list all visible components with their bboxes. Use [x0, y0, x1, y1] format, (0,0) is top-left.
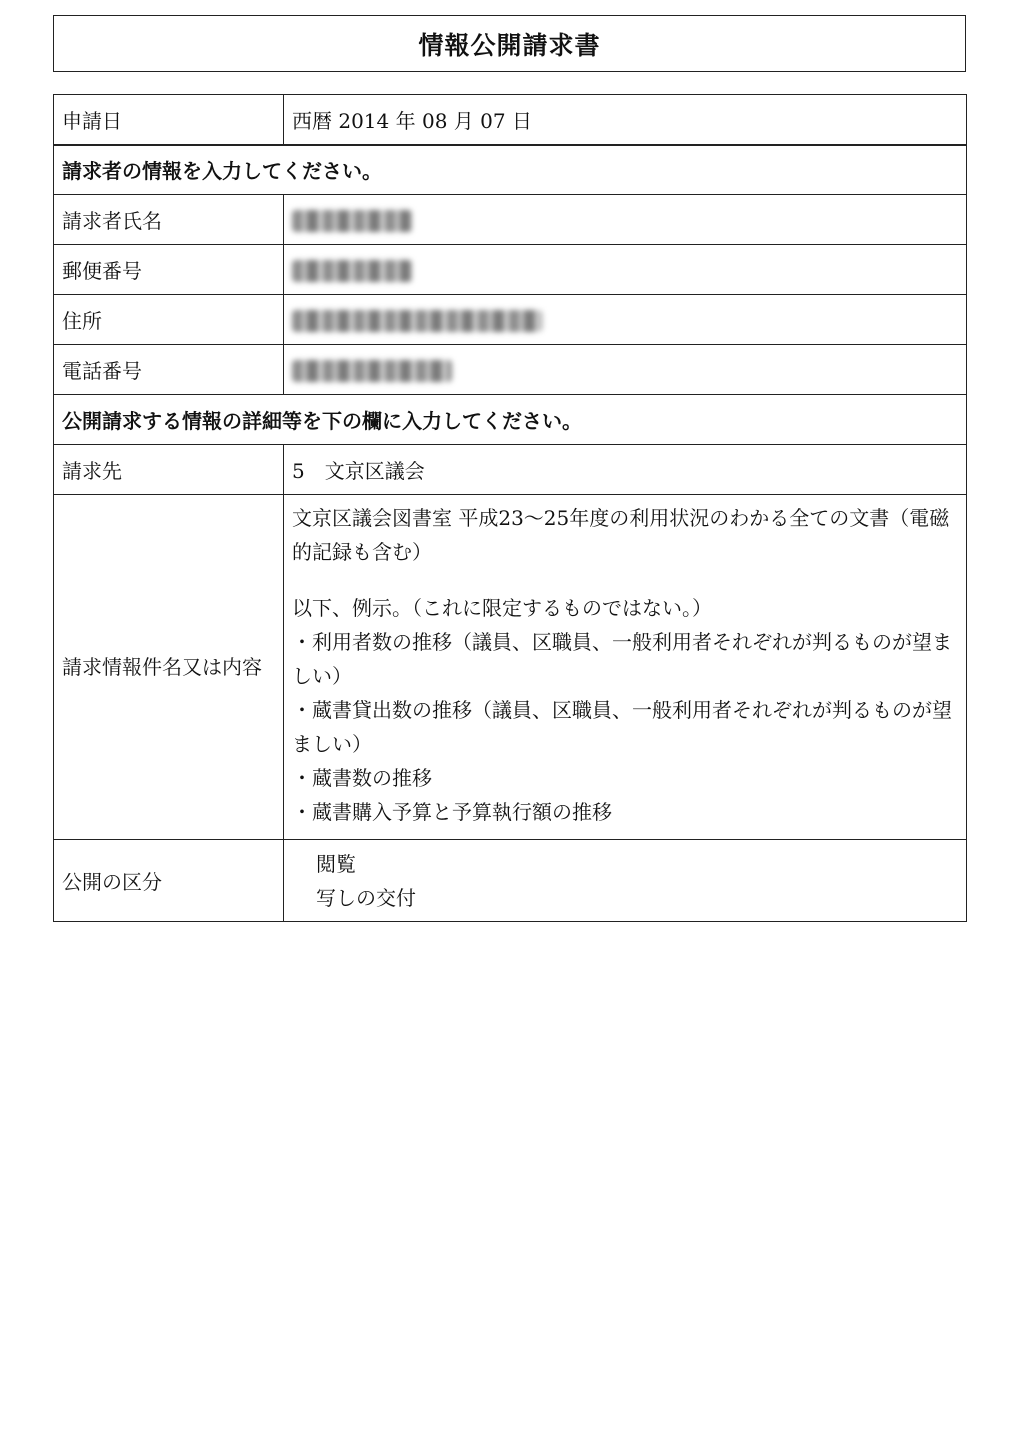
destination-label: 請求先 — [54, 445, 284, 495]
redacted-address-block — [292, 310, 542, 332]
redacted-phone-block — [292, 360, 452, 382]
application-date-row — [54, 95, 967, 145]
request-content-row — [54, 495, 967, 840]
postal-code-label: 郵便番号 — [54, 245, 284, 295]
address-value — [284, 295, 967, 345]
address-label: 住所 — [54, 295, 284, 345]
request-content-value — [284, 495, 967, 840]
section-requester-row — [54, 145, 967, 195]
request-content-intro: 以下、例示。（これに限定するものではない。） — [292, 596, 712, 620]
disclosure-value — [284, 840, 967, 922]
disclosure-option-view: 閲覧 — [316, 851, 356, 876]
phone-value — [284, 345, 967, 395]
redacted-name-block — [292, 210, 412, 232]
disclosure-option-copy: 写しの交付 — [316, 885, 416, 910]
request-content-item: ・蔵書貸出数の推移（議員、区職員、一般利用者それぞれが判るものが望ましい） — [292, 698, 952, 756]
request-form-table — [53, 94, 967, 922]
request-content-item: ・蔵書数の推移 — [292, 766, 432, 790]
request-content-label: 請求情報件名又は内容 — [54, 495, 284, 840]
form-title-text: 情報公開請求書 — [418, 30, 601, 60]
address-row — [54, 295, 967, 345]
phone-label: 電話番号 — [54, 345, 284, 395]
request-content-paragraph: 文京区議会図書室 平成23〜25年度の利用状況のわかる全ての文書（電磁的記録も含む） — [292, 506, 950, 564]
destination-value: 5 文京区議会 — [284, 445, 967, 495]
requester-name-row — [54, 195, 967, 245]
requester-name-value — [284, 195, 967, 245]
form-title — [53, 15, 966, 72]
requester-name-label: 請求者氏名 — [54, 195, 284, 245]
postal-code-row — [54, 245, 967, 295]
postal-code-value — [284, 245, 967, 295]
request-content-item: ・利用者数の推移（議員、区職員、一般利用者それぞれが判るものが望ましい） — [292, 630, 952, 688]
section-requester-heading: 請求者の情報を入力してください。 — [54, 145, 967, 195]
section-details-heading: 公開請求する情報の詳細等を下の欄に入力してください。 — [54, 395, 967, 445]
request-content-item: ・蔵書購入予算と予算執行額の推移 — [292, 800, 612, 824]
section-details-row — [54, 395, 967, 445]
destination-row — [54, 445, 967, 495]
redacted-postal-block — [292, 260, 412, 282]
application-date-value: 西暦 2014 年 08 月 07 日 — [284, 95, 967, 145]
disclosure-row — [54, 840, 967, 922]
phone-row — [54, 345, 967, 395]
application-date-label: 申請日 — [54, 95, 284, 145]
disclosure-label: 公開の区分 — [54, 840, 284, 922]
